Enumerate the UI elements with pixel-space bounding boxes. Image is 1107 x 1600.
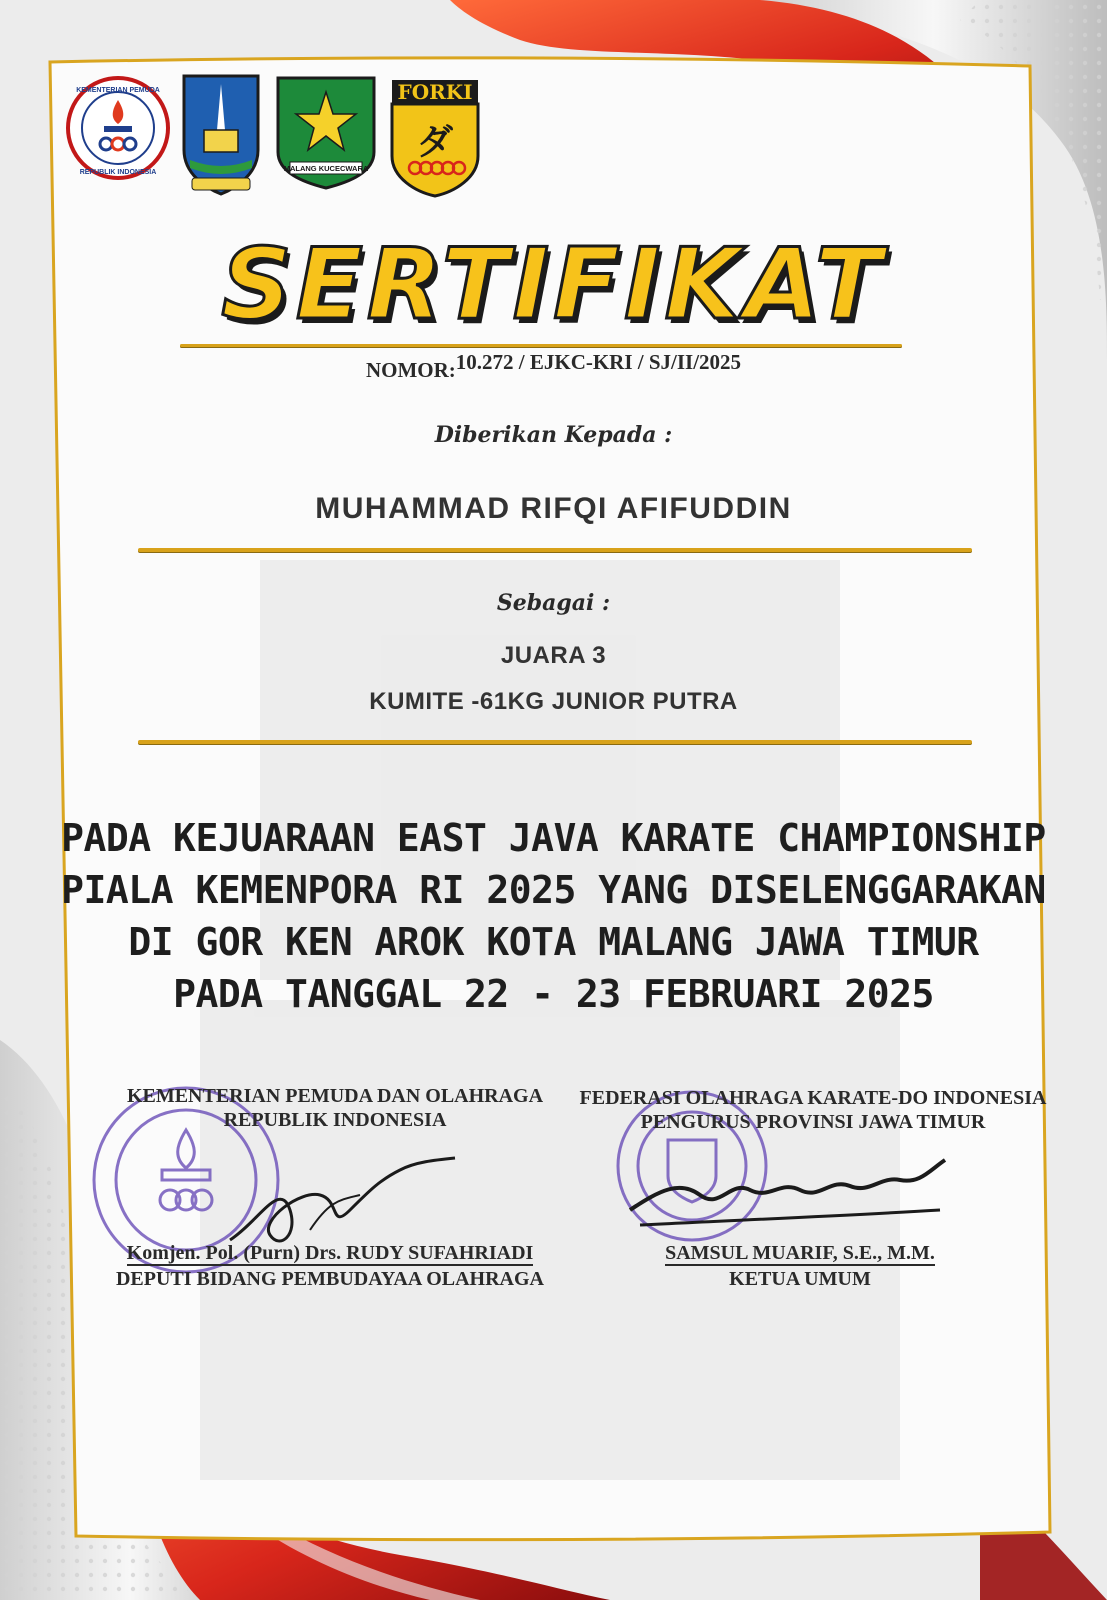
left-signatory-name: Komjen. Pol. (Purn) Drs. RUDY SUFAHRIADI [126,1242,534,1264]
right-signatory-org [578,1086,1048,1134]
title-underline [180,344,902,347]
svg-text:KEMENTERIAN PEMUDA: KEMENTERIAN PEMUDA [76,87,160,94]
forki-glyph: ダ [416,122,454,163]
right-signatory-position: KETUA UMUM [729,1268,871,1290]
certificate-number-value: 10.272 / EJKC-KRI / SJ/II/2025 [455,350,742,374]
forki-logo-label: FORKI [397,80,473,104]
name-underline [138,548,972,552]
certificate-number-label: NOMOR: [365,358,456,382]
certificate-title: SERTIFIKAT [221,228,886,342]
malang-kucecwara-label: MALANG KUCECWARA [283,164,369,173]
right-signatory-name: SAMSUL MUARIF, S.E., M.M. [665,1242,935,1264]
kemenpora-logo [64,70,172,190]
certificate-number [0,350,1107,383]
left-signatory-org [100,1084,570,1132]
forki-logo [388,76,482,200]
right-org-line1: FEDERASI OLAHRAGA KARATE-DO INDONESIA [579,1087,1047,1109]
right-org-line2: PENGURUS PROVINSI JAWA TIMUR [640,1111,986,1133]
left-org-line1: KEMENTERIAN PEMUDA DAN OLAHRAGA [126,1085,544,1107]
right-signatory [610,1240,990,1292]
event-line: PADA TANGGAL 22 - 23 FEBRUARI 2025 [173,972,934,1016]
award-underline [138,740,972,744]
jawa-timur-crest [176,70,266,198]
award-rank: JUARA 3 [500,642,607,669]
malang-kucecwara-crest [270,68,382,192]
left-org-line2: REPUBLIK INDONESIA [223,1109,447,1131]
given-to-label: Diberikan Kepada : [434,422,673,448]
left-signatory-position: DEPUTI BIDANG PEMBUDAYAA OLAHRAGA [115,1268,545,1290]
as-label: Sebagai : [496,590,611,616]
award-category: KUMITE -61KG JUNIOR PUTRA [369,688,738,715]
event-line: PADA KEJUARAAN EAST JAVA KARATE CHAMPIONSHIP [61,816,1046,860]
right-signature [620,1150,950,1240]
event-line: DI GOR KEN AROK KOTA MALANG JAWA TIMUR [128,920,979,964]
left-signatory [80,1240,580,1292]
event-line: PIALA KEMENPORA RI 2025 YANG DISELENGGARAKAN [61,868,1046,912]
svg-text:REPUBLIK INDONESIA: REPUBLIK INDONESIA [79,169,157,176]
recipient-name: MUHAMMAD RIFQI AFIFUDDIN [315,492,792,525]
